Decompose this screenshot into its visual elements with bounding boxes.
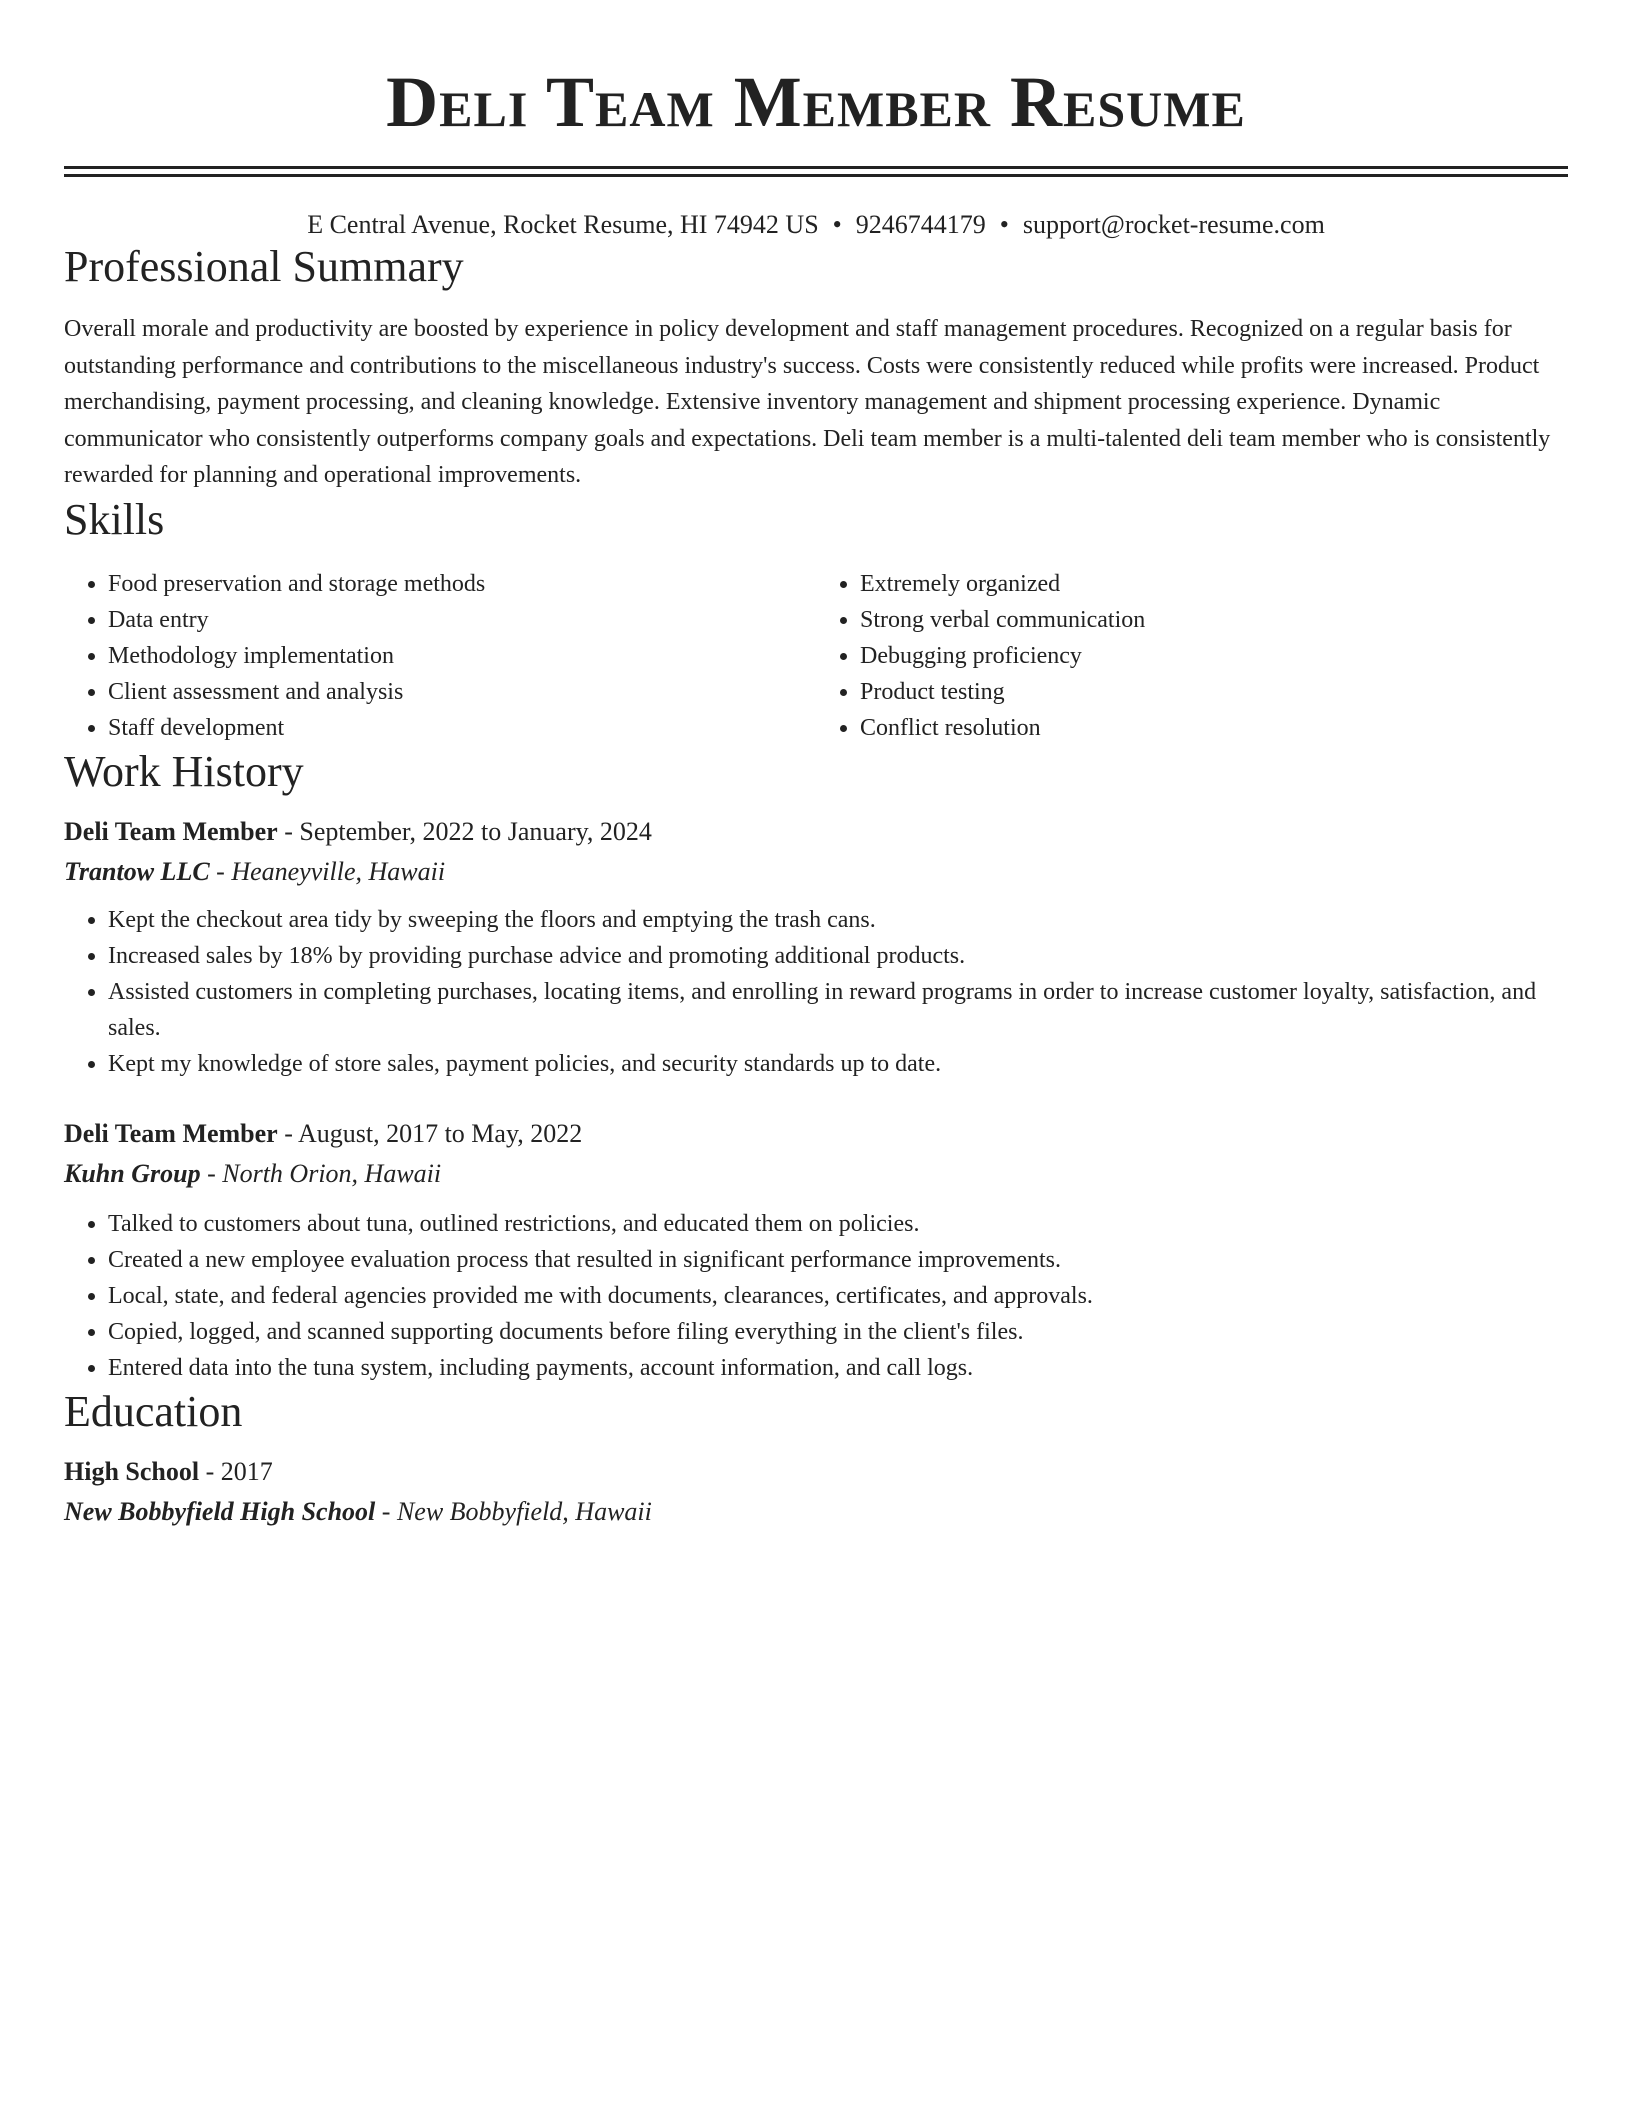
summary-heading: Professional Summary xyxy=(64,242,464,291)
skills-columns xyxy=(64,566,1568,746)
degree-line xyxy=(64,1454,1568,1490)
job-dates: - August, 2017 to May, 2022 xyxy=(277,1118,583,1148)
resume-page xyxy=(64,0,1568,1530)
employer-name: Trantow LLC xyxy=(64,856,210,886)
degree: High School xyxy=(64,1456,200,1486)
contact-phone: 9246744179 xyxy=(855,210,986,239)
job-title-line xyxy=(64,1116,1568,1152)
graduation-year: - 2017 xyxy=(199,1456,273,1486)
skills-heading: Skills xyxy=(64,494,165,544)
education-heading: Education xyxy=(64,1386,243,1436)
job-bullet: • Kept the checkout area tidy by sweeping the floors and emptying the trash cans. xyxy=(108,902,1568,938)
job-dates: - September, 2022 to January, 2024 xyxy=(277,816,652,846)
job-entry xyxy=(64,1116,1568,1386)
employer-line xyxy=(64,1156,1568,1192)
job-bullets xyxy=(64,1206,1568,1386)
job-bullet: • Created a new employee evaluation process that resulted in significant performance improvements. xyxy=(108,1242,1568,1278)
resume-title: Deli Team Member Resume xyxy=(386,62,1246,142)
school-name: New Bobbyfield High School xyxy=(64,1496,376,1526)
employer-location: - North Orion, Hawaii xyxy=(200,1158,442,1188)
skill-item: • Staff development xyxy=(108,710,816,746)
skill-item: • Extremely organized xyxy=(860,566,1568,602)
skill-item: • Client assessment and analysis xyxy=(108,674,816,710)
job-bullet: • Assisted customers in completing purchases, locating items, and enrolling in reward programs in order to increase customer loyalty, satisfaction, and sales. xyxy=(108,974,1568,1046)
education-entry xyxy=(64,1454,1568,1530)
job-entry xyxy=(64,814,1568,1082)
contact-address: E Central Avenue, Rocket Resume, HI 74942 US xyxy=(307,210,819,239)
employer-location: - Heaneyville, Hawaii xyxy=(209,856,446,886)
school-line xyxy=(64,1494,1568,1530)
contact-line xyxy=(64,209,1568,241)
employer-name: Kuhn Group xyxy=(64,1158,201,1188)
job-bullet: • Talked to customers about tuna, outlined restrictions, and educated them on policies. xyxy=(108,1206,1568,1242)
job-title: Deli Team Member xyxy=(64,1118,278,1148)
skill-item: • Conflict resolution xyxy=(860,710,1568,746)
job-bullet: • Local, state, and federal agencies provided me with documents, clearances, certificates, and approvals. xyxy=(108,1278,1568,1314)
skill-item: • Food preservation and storage methods xyxy=(108,566,816,602)
job-title-line xyxy=(64,814,1568,850)
job-bullet: • Kept my knowledge of store sales, payment policies, and security standards up to date. xyxy=(108,1046,1568,1082)
summary-text: Overall morale and productivity are boosted by experience in policy development and staff management procedures. Recognized on a regular basis for outstanding performance and contributions to the miscellaneous industry's success. Costs were consistently reduced while profits were increased. Product merchandising, payment processing, and cleaning knowledge. Extensive inventory management and shipment processing experience. Dynamic communicator who consistently outperforms company goals and expectations. Deli team member is a multi-talented deli team member who is consistently rewarded for planning and operational improvements. xyxy=(64,316,1551,488)
skill-item: • Product testing xyxy=(860,674,1568,710)
job-bullets xyxy=(64,902,1568,1082)
job-bullet: • Increased sales by 18% by providing purchase advice and promoting additional products. xyxy=(108,938,1568,974)
contact-separator: • xyxy=(832,210,842,239)
skill-item: • Debugging proficiency xyxy=(860,638,1568,674)
employer-line xyxy=(64,854,1568,890)
skills-list-left xyxy=(64,566,816,746)
title-divider xyxy=(64,166,1568,177)
skill-item: • Strong verbal communication xyxy=(860,602,1568,638)
work-history-heading: Work History xyxy=(64,746,304,796)
job-bullet: • Copied, logged, and scanned supporting documents before filing everything in the client's files. xyxy=(108,1314,1568,1350)
skill-item: • Data entry xyxy=(108,602,816,638)
job-title: Deli Team Member xyxy=(64,816,278,846)
job-bullet: • Entered data into the tuna system, including payments, account information, and call logs. xyxy=(108,1350,1568,1386)
contact-separator: • xyxy=(999,210,1009,239)
contact-email: support@rocket-resume.com xyxy=(1022,210,1325,239)
skills-list-right xyxy=(816,566,1568,746)
school-location: - New Bobbyfield, Hawaii xyxy=(375,1496,652,1526)
skill-item: • Methodology implementation xyxy=(108,638,816,674)
